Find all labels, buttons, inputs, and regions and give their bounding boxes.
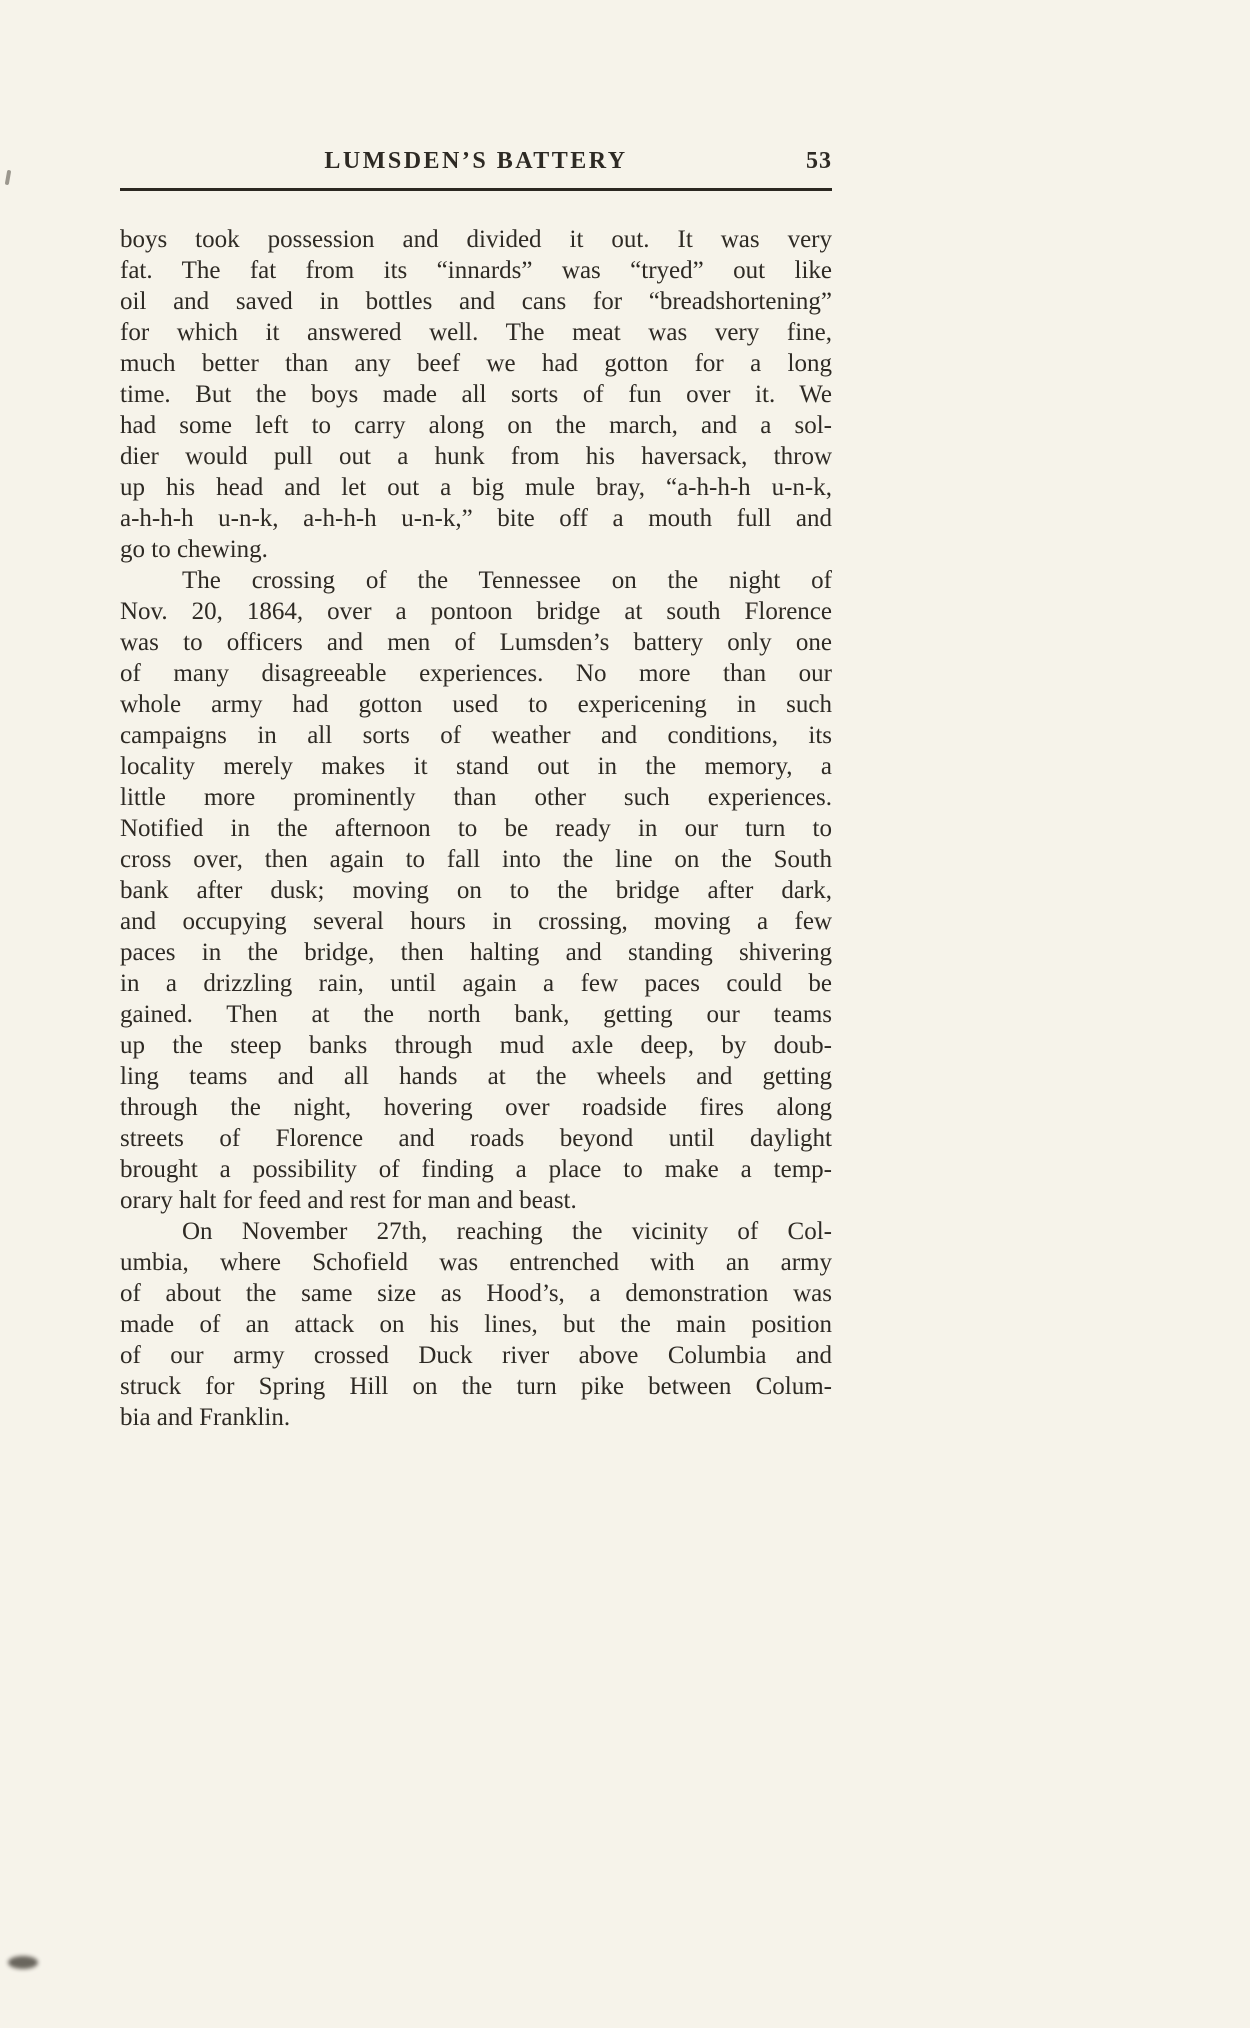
text-line: little more prominently than other such experiences. <box>120 784 832 811</box>
paragraph <box>120 1216 832 1433</box>
ink-speck <box>5 170 12 185</box>
text-line: much better than any beef we had gotton for a long <box>120 350 832 377</box>
text-line: umbia, where Schofield was entrenched with an army <box>120 1249 832 1276</box>
text-line: The crossing of the Tennessee on the night of <box>182 567 832 594</box>
text-line: Notified in the afternoon to be ready in our turn to <box>120 815 832 842</box>
header-rule <box>120 188 832 191</box>
text-line: streets of Florence and roads beyond until daylight <box>120 1125 832 1152</box>
text-line: up the steep banks through mud axle deep, by doub- <box>120 1032 832 1059</box>
text-column <box>120 0 832 1433</box>
text-line: cross over, then again to fall into the line on the South <box>120 846 832 873</box>
page-number: 53 <box>806 148 832 174</box>
page-header <box>120 148 832 178</box>
text-line: On November 27th, reaching the vicinity of Col- <box>182 1218 832 1245</box>
text-line: in a drizzling rain, until again a few paces could be <box>120 970 832 997</box>
text-line: gained. Then at the north bank, getting our teams <box>120 1001 832 1028</box>
text-line: oil and saved in bottles and cans for “breadshortening” <box>120 288 832 315</box>
text-line: bia and Franklin. <box>120 1404 291 1431</box>
text-line: fat. The fat from its “innards” was “tryed” out like <box>120 257 832 284</box>
text-line: orary halt for feed and rest for man and beast. <box>120 1187 577 1214</box>
text-line: of many disagreeable experiences. No more than our <box>120 660 832 687</box>
text-line: whole army had gotton used to expericening in such <box>120 691 832 718</box>
text-line: a-h-h-h u-n-k, a-h-h-h u-n-k,” bite off a mouth full and <box>120 505 832 532</box>
text-line: Nov. 20, 1864, over a pontoon bridge at south Florence <box>120 598 832 625</box>
text-line: brought a possibility of finding a place to make a temp- <box>120 1156 832 1183</box>
ink-smudge <box>8 1956 38 1969</box>
text-line: locality merely makes it stand out in the memory, a <box>120 753 832 780</box>
text-line: of our army crossed Duck river above Columbia and <box>120 1342 832 1369</box>
text-line: bank after dusk; moving on to the bridge after dark, <box>120 877 832 904</box>
page-body <box>120 224 832 1433</box>
page-title: LUMSDEN’S BATTERY <box>324 148 628 174</box>
text-line: made of an attack on his lines, but the main position <box>120 1311 832 1338</box>
text-line: dier would pull out a hunk from his haversack, throw <box>120 443 832 470</box>
text-line: go to chewing. <box>120 536 268 563</box>
text-line: up his head and let out a big mule bray, “a-h-h-h u-n-k, <box>120 474 832 501</box>
text-line: had some left to carry along on the march, and a sol- <box>120 412 832 439</box>
text-line: time. But the boys made all sorts of fun over it. We <box>120 381 832 408</box>
text-line: of about the same size as Hood’s, a demonstration was <box>120 1280 832 1307</box>
paragraph <box>120 224 832 565</box>
paragraph <box>120 565 832 1216</box>
text-line: for which it answered well. The meat was very fine, <box>120 319 832 346</box>
text-line: campaigns in all sorts of weather and conditions, its <box>120 722 832 749</box>
text-line: through the night, hovering over roadside fires along <box>120 1094 832 1121</box>
text-line: boys took possession and divided it out. It was very <box>120 226 832 253</box>
text-line: struck for Spring Hill on the turn pike between Colum- <box>120 1373 832 1400</box>
text-line: was to officers and men of Lumsden’s battery only one <box>120 629 832 656</box>
text-line: and occupying several hours in crossing, moving a few <box>120 908 832 935</box>
text-line: paces in the bridge, then halting and standing shivering <box>120 939 832 966</box>
text-line: ling teams and all hands at the wheels and getting <box>120 1063 832 1090</box>
